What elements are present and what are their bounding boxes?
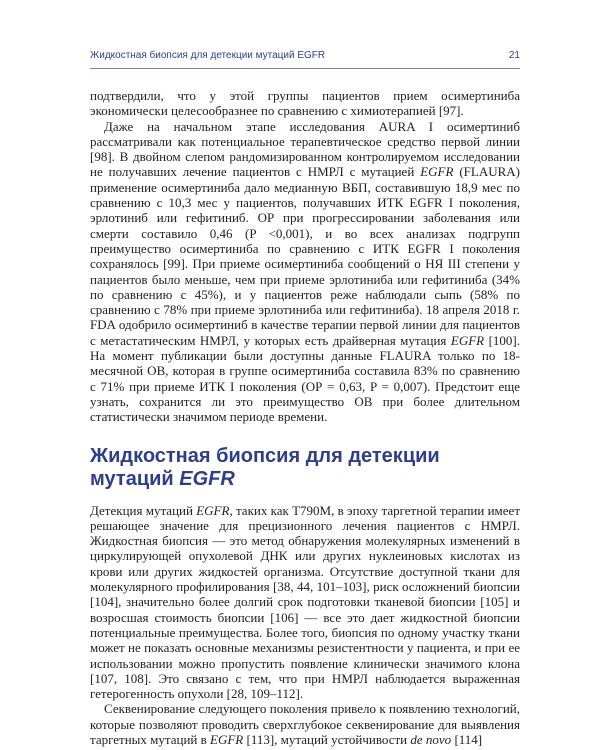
gene-name: EGFR bbox=[420, 164, 454, 180]
paragraph-liquid-biopsy: Детекция мутаций EGFR, таких как T790M, в эпоху таргетной терапии имеет решающее значение для прецизионного лечения пациентов с НМРЛ. Жидкостная биопсия — это метод обнаружения молекулярных изменений в циркулирующей опухолевой ДНК или других нуклеиновых кислотах из крови или других жидкостей организма. Отсутствие доступной ткани для молекулярного профилирования [38, 44, 101–103], риск осложнений биопсии [104], значительно более долгий срок подготовки тканевой биопсии [105] и возросшая стоимость биопсии [106] — все это дает жидкостной биопсии потенциальные преимущества. Более того, биопсия по одному участку ткани может не показать основные механизмы резистентности у пациента, и при ее использовании можно пропустить появление клинически значимого клона [107, 108]. Это связано с тем, что при НМРЛ наблюдается выраженная гетерогенность опухоли [28, 109–112]. bbox=[90, 502, 521, 702]
page-number: 21 bbox=[508, 50, 520, 61]
paragraph-aura-flaura: Даже на начальном этапе исследования AURA I осимертиниб рассматривали как потенциальное терапевтическое средство первой линии [98]. В двойном слепом рандомизированном контролируемом исследовании не получавших лечение пациентов с НМРЛ с мутацией EGFR (FLAURA) применение осимертиниба дало медианную ВБП, составившую 18,9 мес по сравнению с 10,3 мес у пациентов, получавших ИТК EGFR I поколения, эрлотиниб или гефитиниб. ОР при прогрессировании заболевания или смерти составило 0,46 (P <0,001), и во всех анализах подгрупп преимущество осимертиниба по сравнению с ИТК EGFR I поколения сохранялось [99]. При приеме осимертиниба сообщений о НЯ III степени у пациентов было меньше, чем при приеме эрлотиниба или гефитиниба (34% по сравнению с 45%), и у пациентов реже наблюдали сыпь (58% по сравнению с 78% при приеме эрлотиниба или гефитиниба). 18 апреля 2018 г. FDA одобрило осимертиниб в качестве терапии первой линии для пациентов с метастатическим НМРЛ, у которых есть драйверная мутация EGFR [100]. На момент публикации были доступны данные FLAURA только по 18-месячной ОВ, которая в группе осимертиниба составила 83% по сравнению с 71% при приеме ИТК I поколения (ОР = 0,63, P = 0,007). Предстоит еще узнать, сохранится ли это преимущество ОВ при более длительном статистически значимом периоде времени. bbox=[90, 118, 520, 425]
header-rule bbox=[90, 68, 520, 69]
section-heading: Жидкостная биопсия для детекции мутаций EGFR bbox=[90, 444, 440, 490]
section-heading-gene: EGFR bbox=[179, 467, 235, 490]
gene-name: EGFR bbox=[196, 502, 230, 518]
running-head-title: Жидкостная биопсия для детекции мутаций EGFR bbox=[90, 50, 326, 61]
paragraph-sequencing: Секвенирование следующего поколения привело к появлению технологий, которые позволяют проводить сверхглубокое секвенирование для выявления таргетных мутаций в EGFR [113], мутаций устойчивости de novo [114] bbox=[90, 701, 520, 747]
gene-name: EGFR bbox=[210, 731, 244, 747]
gene-name: EGFR bbox=[450, 332, 485, 348]
paragraph-continued: подтвердили, что у этой группы пациентов прием осимертиниба экономически целесообразнее по сравнению с химиотерапией [97]. bbox=[90, 88, 520, 119]
body-text bbox=[90, 88, 520, 747]
latin-term: de novo bbox=[410, 731, 452, 747]
